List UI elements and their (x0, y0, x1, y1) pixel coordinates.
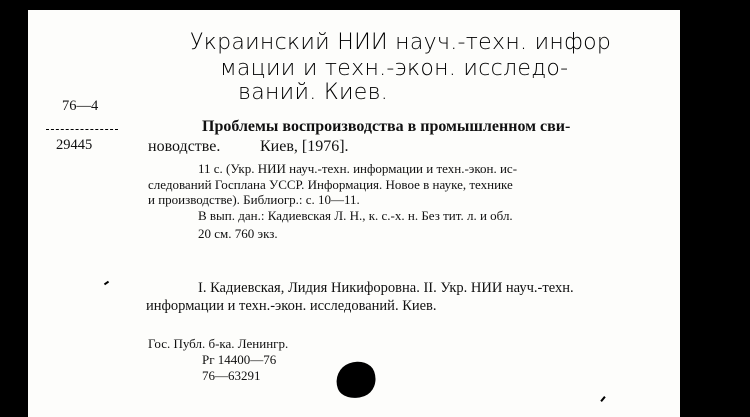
card-number: 29445 (56, 137, 93, 153)
handwritten-note-line-1: Украинский НИИ науч.-техн. инфор (190, 30, 612, 55)
desc-line-3: и производстве). Библиогр.: с. 10—11. (148, 192, 360, 207)
library-line-3: 76—63291 (202, 368, 261, 383)
margin-rule (46, 129, 118, 130)
tracings-line-2: информации и техн.-экон. исследований. Киев. (146, 298, 437, 314)
scan-border (680, 0, 750, 417)
library-line-2: Рг 14400—76 (202, 352, 277, 367)
ink-blot (331, 356, 381, 404)
catalog-card (28, 0, 680, 417)
desc-line-5: 20 см. 760 экз. (198, 226, 278, 241)
tracings-line-1: I. Кадиевская, Лидия Никифоровна. II. Укр. НИИ науч.-техн. (198, 280, 574, 296)
desc-line-4: В вып. дан.: Кадиевская Л. Н., к. с.-х. н. Без тит. л. и обл. (198, 208, 513, 223)
library-line-1: Гос. Публ. б-ка. Ленингр. (148, 336, 289, 351)
desc-line-2: следований Госплана УССР. Информация. Новое в науке, технике (148, 177, 513, 192)
entry-title-line-2: новодстве. (148, 138, 221, 155)
entry-place-year: Киев, [1976]. (260, 138, 349, 155)
card-code: 76—4 (62, 98, 99, 114)
card-top-edge (28, 0, 680, 10)
entry-title-line-1: Проблемы воспроизводства в промышленном сви- (202, 118, 571, 135)
handwritten-note-line-2: мации и техн.-экон. исследо- (220, 56, 569, 81)
stray-mark (104, 281, 109, 286)
desc-line-1: 11 с. (Укр. НИИ науч.-техн. информации и техн.-экон. ис- (198, 161, 518, 176)
handwritten-note-line-3: ваний. Киев. (238, 80, 389, 105)
stray-mark-bottom (600, 396, 605, 402)
